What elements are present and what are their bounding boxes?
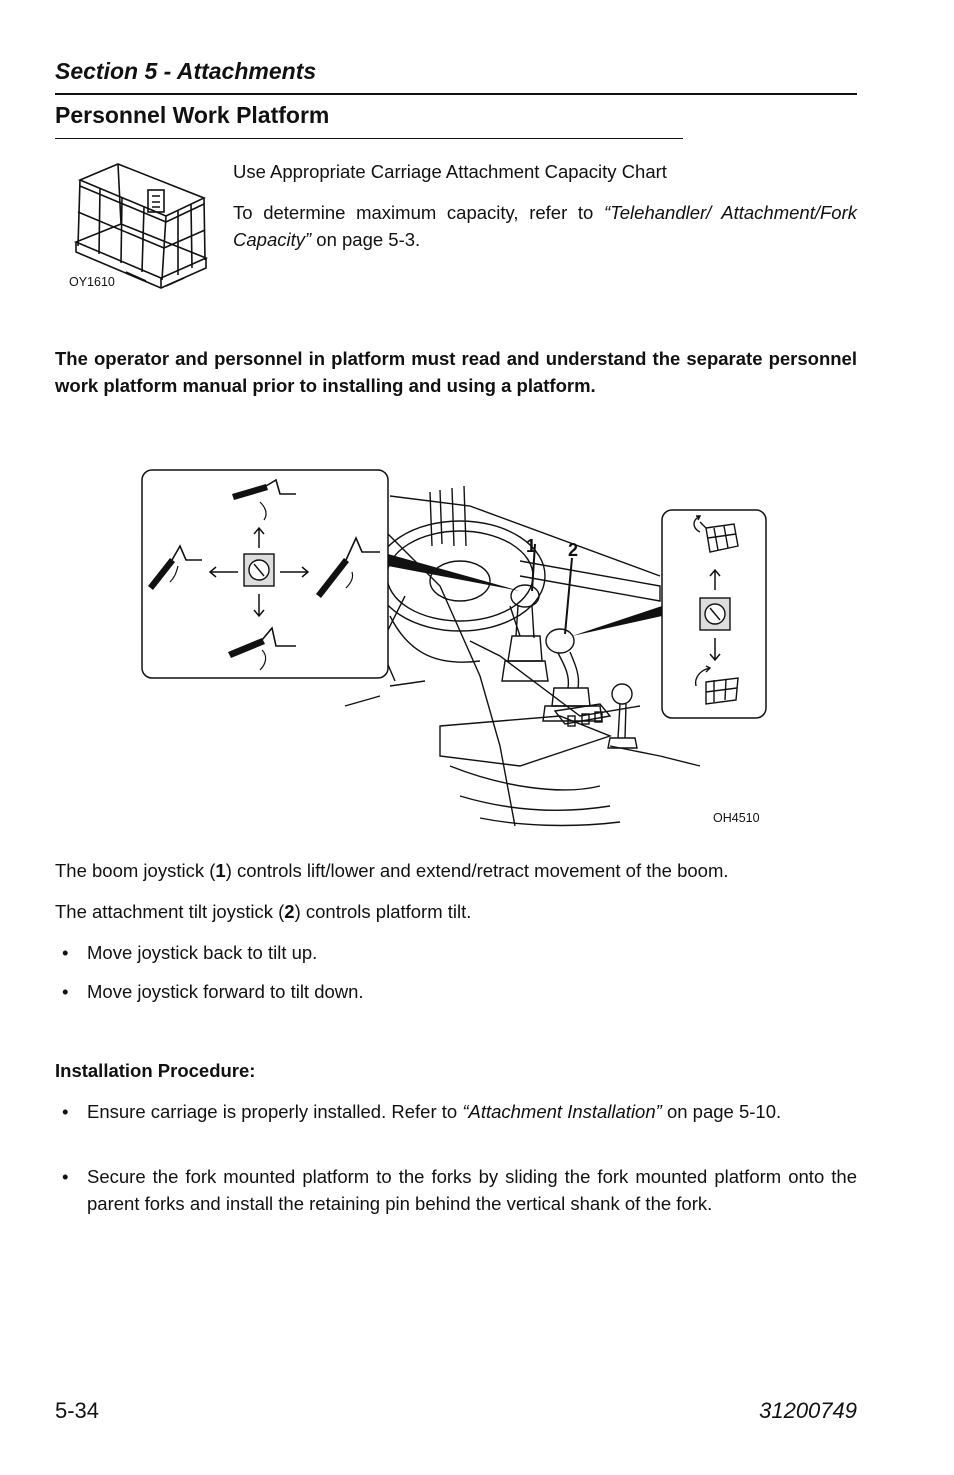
list-item — [55, 1163, 857, 1217]
page-number: 5-34 — [55, 1398, 100, 1423]
joystick-figure-code: OH4510 — [713, 811, 760, 825]
operator-warning: The operator and personnel in platform must read and understand the separate personnel work platform manual prior to installing and using a platform. — [55, 348, 857, 396]
joystick-controls-illustration — [140, 466, 780, 836]
capacity-paragraph — [233, 199, 857, 253]
bullet-icon: • — [62, 1101, 69, 1122]
install-step1-prefix: Ensure carriage is properly installed. Refer to — [87, 1101, 458, 1122]
page-title: Personnel Work Platform — [55, 102, 330, 128]
capacity-reference: “Telehandler/ Attachment/Fork Capacity” — [233, 202, 857, 250]
title-rule — [55, 138, 683, 139]
callout-2: 2 — [568, 540, 579, 560]
capacity-suffix: on page 5-3. — [316, 229, 421, 250]
tilt-prefix: The attachment tilt joystick ( — [55, 901, 285, 922]
list-item — [55, 939, 857, 966]
tilt-suffix: ) controls platform tilt. — [294, 901, 472, 922]
list-item-text: Move joystick forward to tilt down. — [87, 981, 364, 1002]
bullet-icon: • — [62, 1166, 69, 1187]
installation-heading: Installation Procedure: — [55, 1060, 256, 1081]
bullet-icon: • — [62, 942, 69, 963]
list-item — [55, 1098, 857, 1125]
tilt-joystick-paragraph — [55, 898, 857, 925]
boom-callout-number: 1 — [215, 860, 226, 881]
section-title: Section 5 - Attachments — [55, 58, 317, 84]
boom-prefix: The boom joystick ( — [55, 860, 216, 881]
list-item-text: Move joystick back to tilt up. — [87, 942, 318, 963]
tilt-callout-number: 2 — [284, 901, 295, 922]
header-rule — [55, 93, 857, 95]
boom-joystick-icon — [244, 554, 274, 586]
chart-instruction: Use Appropriate Carriage Attachment Capacity Chart — [233, 161, 667, 182]
callout-1: 1 — [526, 536, 537, 556]
boom-suffix: ) controls lift/lower and extend/retract movement of the boom. — [225, 860, 729, 881]
install-step1-reference: “Attachment Installation” — [462, 1101, 662, 1122]
list-item-text — [87, 1098, 857, 1125]
install-step1-suffix: on page 5-10. — [666, 1101, 782, 1122]
tilt-joystick-icon — [700, 598, 730, 630]
boom-joystick-paragraph — [55, 857, 857, 884]
bullet-icon: • — [62, 981, 69, 1002]
document-number: 31200749 — [759, 1398, 857, 1423]
platform-figure-code: OY1610 — [69, 275, 115, 289]
capacity-prefix: To determine maximum capacity, refer to — [233, 202, 594, 223]
list-item — [55, 978, 857, 1005]
list-item-text: Secure the fork mounted platform to the forks by sliding the fork mounted platform onto the parent forks and install the retaining pin behind the vertical shank of the fork. — [87, 1166, 857, 1214]
